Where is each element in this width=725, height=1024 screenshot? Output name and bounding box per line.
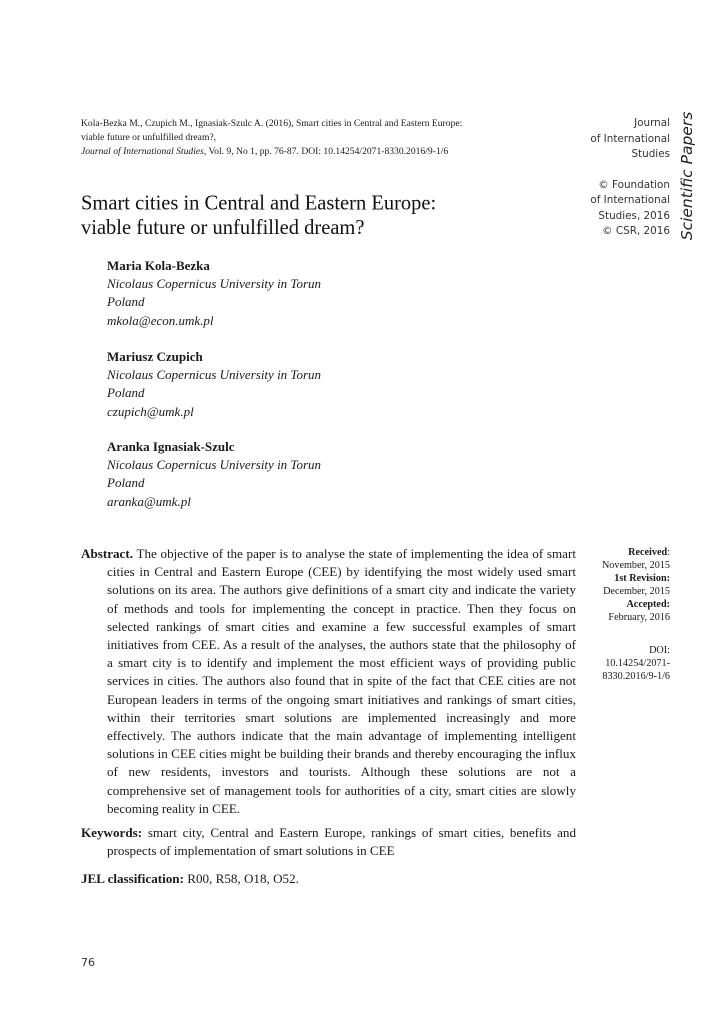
copyright-line-4: © CSR, 2016 <box>602 225 670 237</box>
citation-block <box>81 117 501 159</box>
author-affiliation: Nicolaus Copernicus University in Torun <box>107 367 322 383</box>
revision-value: December, 2015 <box>603 586 670 597</box>
scientific-papers-text: Scientific Papers <box>678 111 696 241</box>
copyright-line-2: of International <box>590 194 670 206</box>
keywords-label: Keywords: <box>81 825 143 840</box>
copyright-line-1: © Foundation <box>598 178 670 191</box>
doi-label: DOI: <box>649 645 670 656</box>
citation-line-2: viable future or unfulfilled dream?, <box>81 132 217 143</box>
journal-side-block <box>520 116 670 240</box>
citation-journal-name: Journal of International Studies <box>81 146 204 157</box>
author-block <box>107 257 407 330</box>
title-line-1: Smart cities in Central and Eastern Europe: <box>81 191 437 215</box>
abstract-paragraph <box>81 545 576 818</box>
citation-line-3 <box>81 145 501 159</box>
jel-label: JEL classification: <box>81 871 184 886</box>
copyright-line-3: Studies, 2016 <box>598 209 670 222</box>
jel-classification <box>81 870 576 888</box>
journal-line-1: Journal <box>634 117 670 129</box>
citation-line-1: Kola-Bezka M., Czupich M., Ignasiak-Szulc A. (2016), Smart cities in Central and Eastern Europe: <box>81 118 463 129</box>
keywords-paragraph <box>81 824 576 860</box>
title-line-2: viable future or unfulfilled dream? <box>81 216 365 240</box>
author-email: czupich@umk.pl <box>107 403 194 419</box>
author-email: mkola@econ.umk.pl <box>107 312 214 328</box>
author-name: Aranka Ignasiak-Szulc <box>107 439 235 454</box>
author-country: Poland <box>107 475 145 491</box>
abstract-text: The objective of the paper is to analyse the state of implementing the idea of smart cities in Central and Eastern Europe (CEE) by identifying the most widely used smart solutions on its area. The authors give definitions of a smart city and indicate the variety of methods and tools for implementing the concept in practice. Then they focus on selected rankings of smart cities and examine a few successful examples of smart initiatives from CEE. As a result of the analyses, the authors state that the philosophy of a smart city is to identify and implement the most efficient ways of providing public services in cities. The authors also found that in spite of the fact that CEE cities are not European leaders in terms of the ongoing smart initiatives and rankings of smart cities, within their territories smart solutions are implemented increasingly and more effectively. The authors indicate that the main advantage of implementing intelligent solutions in CEE cities might be building their brands and thereby encouraging the influx of new residents, investors and tourists. Although these solutions are not a comprehensive set of management tools for authorities of a city, smart cities are slowly becoming reality in CEE. <box>107 546 576 816</box>
scientific-papers-label <box>672 112 702 240</box>
accepted-label: Accepted: <box>626 599 670 610</box>
citation-journal-details: , Vol. 9, No 1, pp. 76-87. DOI: 10.14254/2071-8330.2016/9-1/6 <box>203 146 449 157</box>
author-name: Maria Kola-Bezka <box>107 258 210 273</box>
author-block <box>107 348 407 421</box>
author-affiliation: Nicolaus Copernicus University in Torun <box>107 457 322 473</box>
author-name: Mariusz Czupich <box>107 349 203 364</box>
doi-line-2: 8330.2016/9-1/6 <box>602 671 670 682</box>
doi-line-1: 10.14254/2071- <box>605 658 670 669</box>
received-value: November, 2015 <box>601 560 670 571</box>
paper-title <box>81 192 461 240</box>
journal-line-3: Studies <box>631 148 670 160</box>
jel-text: R00, R58, O18, O52. <box>187 871 299 886</box>
abstract-label: Abstract. <box>81 546 133 561</box>
article-dates: Received: November, 2015 1st Revision: December, 2015 Accepted: February, 2016 DOI: 10.14254/2071- 8330.2016/9-1/6 <box>560 546 670 683</box>
author-country: Poland <box>107 385 145 401</box>
author-affiliation: Nicolaus Copernicus University in Torun <box>107 276 322 292</box>
keywords-text: smart city, Central and Eastern Europe, rankings of smart cities, benefits and prospects of implementation of smart solutions in CEE <box>107 825 576 859</box>
journal-line-2: of International <box>590 132 670 145</box>
author-email: aranka@umk.pl <box>107 493 191 509</box>
received-label: Received <box>628 547 668 558</box>
page-number: 76 <box>81 956 95 969</box>
accepted-value: February, 2016 <box>608 612 670 623</box>
author-block <box>107 438 407 511</box>
revision-label: 1st Revision: <box>614 573 670 584</box>
author-country: Poland <box>107 294 145 310</box>
